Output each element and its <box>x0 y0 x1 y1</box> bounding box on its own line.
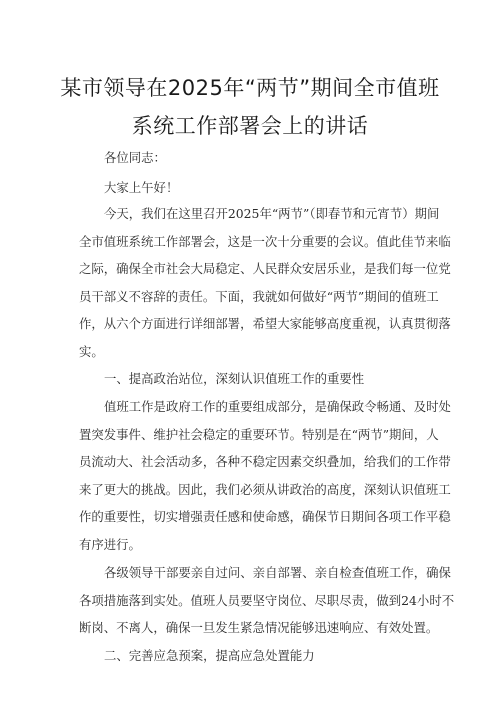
paragraph-line: 来了更大的挑战。因此，我们必须从讲政治的高度，深刻认识值班工 <box>79 481 451 497</box>
section-heading-2: 二、完善应急预案，提高应急处置能力 <box>104 648 315 663</box>
paragraph-line: 各级领导干部要亲自过问、亲自部署、亲自检查值班工作，确保 <box>104 565 451 580</box>
paragraph-line: 置突发事件、维护社会稳定的重要环节。特别是在“两节”期间，人 <box>79 426 439 442</box>
document-title-line-2: 系统工作部署会上的讲话 <box>131 114 369 138</box>
paragraph-section-1b <box>79 559 455 642</box>
paragraph-line: 之际，确保全市社会大局稳定、人民群众安居乐业，是我们每一位党 <box>79 261 451 276</box>
paragraph-line: 员流动大、社会活动多，各种不稳定因素交织叠加，给我们的工作带 <box>79 454 451 469</box>
document-title-line-1: 某市领导在2025年“两节”期间全市值班 <box>60 76 440 100</box>
paragraph-line: 实。 <box>79 343 104 359</box>
paragraph-section-1 <box>79 393 451 558</box>
paragraph-intro <box>79 200 451 365</box>
greeting: 大家上午好！ <box>104 180 179 195</box>
paragraph-line: 各项措施落到实处。值班人员要坚守岗位、尽职尽责，做到24小时不 <box>79 592 455 608</box>
section-heading-1: 一、提高政治站位，深刻认识值班工作的重要性 <box>104 371 365 386</box>
paragraph-line: 今天，我们在这里召开2025年“两节”（即春节和元宵节）期间 <box>104 206 440 221</box>
paragraph-line: 断岗、不离人，确保一旦发生紧急情况能够迅速响应、有效处置。 <box>79 620 439 635</box>
paragraph-line: 作，从六个方面进行详细部署，希望大家能够高度重视，认真贯彻落 <box>79 316 451 331</box>
paragraph-line: 作的重要性，切实增强责任感和使命感，确保节日期间各项工作平稳 <box>79 509 451 524</box>
paragraph-line: 全市值班系统工作部署会，这是一次十分重要的会议。值此佳节来临 <box>79 233 451 249</box>
salutation: 各位同志： <box>104 150 166 165</box>
paragraph-line: 员干部义不容辞的责任。下面，我就如何做好“两节”期间的值班工 <box>79 288 439 304</box>
paragraph-line: 有序进行。 <box>79 536 141 552</box>
paragraph-line: 值班工作是政府工作的重要组成部分，是确保政令畅通、及时处 <box>104 399 451 414</box>
